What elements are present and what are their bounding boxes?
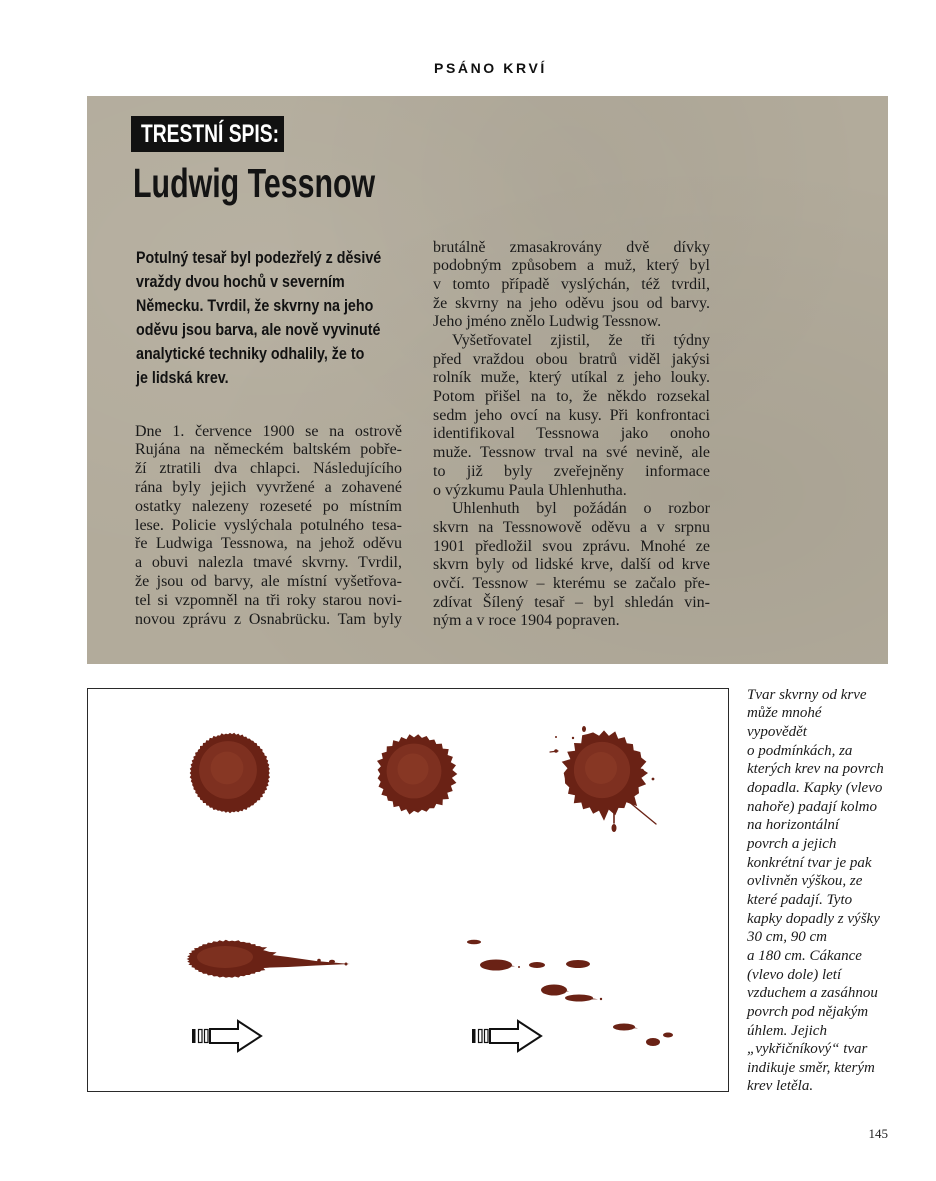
body-right-line-9: Potom přišel na to, že někdo rozsekal (433, 388, 710, 406)
body-right-line-18: skvrn byly od lidské krve, další od krve (433, 556, 710, 574)
direction-arrow-left (192, 1021, 261, 1051)
body-left-line-1: Dne 1. července 1900 se na ostrově (135, 422, 402, 440)
caption-line-1: Tvar skvrny od krve (747, 686, 867, 703)
satellite-droplet (612, 824, 617, 832)
lead-line-2: vraždy dvou hochů v severním (136, 272, 345, 291)
caption-line-10: konkrétní tvar je pak (747, 854, 872, 871)
satellite-droplet (582, 726, 586, 732)
arrow-bar-outline (205, 1030, 209, 1043)
spatter-droplet (541, 985, 567, 996)
arrow-head-outline (210, 1021, 261, 1051)
caption-line-5: kterých krev na povrch (747, 761, 884, 778)
caption-line-11: ovlivněn výškou, ze (747, 873, 863, 890)
body-right-line-19: ovčí. Tessnow – kterému se začalo pře- (433, 574, 710, 592)
caption-line-20: „vykřičníkový“ tvar (747, 1041, 868, 1058)
caption-line-17: vzduchem a zasáhnou (747, 985, 878, 1002)
arrow-bar-solid (192, 1029, 196, 1043)
body-right-line-5: Jeho jméno znělo Ludwig Tessnow. (433, 313, 662, 331)
spatter-droplet (518, 966, 520, 968)
arrow-bar-outline (485, 1030, 489, 1043)
body-right-line-20: zdívat Šílený tesař – byl shledán vin- (433, 593, 710, 611)
caption-line-2: může mnohé (747, 705, 822, 722)
case-file-label (131, 116, 284, 152)
angled-drop-droplet (345, 963, 348, 966)
blood-drop-180cm (550, 726, 656, 832)
body-left-line-9: že jsou od barvy, ale místní vyšetřova- (135, 572, 402, 590)
case-file-label-text: TRESTNÍ SPIS: (141, 120, 279, 148)
spatter-droplet (480, 960, 512, 971)
body-right-line-6: Vyšetřovatel zjistil, že tři týdny (452, 332, 710, 350)
angled-drop-droplet (329, 960, 335, 964)
caption-line-19: úhlem. Jejich (747, 1022, 827, 1039)
caption-line-3: vypovědět (747, 724, 807, 740)
spatter-droplet (646, 1038, 660, 1046)
arrow-bar-outline (479, 1030, 483, 1043)
caption-line-13: kapky dopadly z výšky (747, 910, 880, 927)
body-right-line-1: brutálně zmasakrovány dvě dívky (433, 238, 710, 256)
body-column-left (135, 423, 402, 630)
page-number: 145 (868, 1126, 888, 1141)
caption-line-14: 30 cm, 90 cm (747, 929, 827, 946)
satellite-droplet (572, 737, 574, 739)
droplet-streak (628, 801, 656, 824)
satellite-droplet (555, 736, 557, 738)
satellite-droplet (595, 806, 599, 810)
body-left-line-2: Rujána na německém baltském pobře- (135, 441, 402, 459)
body-right-line-2: podobným způsobem a muž, který byl (433, 257, 710, 275)
caption-line-12: které padají. Tyto (747, 891, 853, 908)
caption-line-6: dopadla. Kapky (vlevo (747, 779, 883, 796)
lead-line-4: oděvu jsou barva, ale nově vyvinuté (136, 320, 381, 339)
lead-line-3: Německu. Tvrdil, že skvrny na jeho (136, 296, 374, 315)
body-right-line-12: muže. Tessnow trval na své nevině, ale (433, 444, 710, 462)
caption-line-9: povrch a jejich (747, 835, 837, 852)
blood-drop-180cm-highlight (585, 752, 617, 784)
case-file-panel (87, 96, 888, 664)
body-left-line-10: tel si vzpomněl na tři roky starou novi- (135, 591, 402, 609)
figure-caption (747, 686, 897, 1096)
caption-line-7: nahoře) padají kolmo (747, 798, 877, 815)
spatter-droplet (600, 998, 602, 1000)
spatter-droplet (529, 962, 545, 968)
blood-drop-30cm (190, 733, 270, 813)
caption-line-21: indikuje směr, kterým (747, 1059, 875, 1076)
arrow-head-outline (490, 1021, 541, 1051)
bloodstain-figure (87, 688, 729, 1092)
body-left-line-11: novou zprávu z Osnabrücku. Tam byly (135, 610, 402, 628)
body-right-line-7: před vraždou obou bratrů viděl jakýsi (433, 350, 710, 368)
body-right-line-8: rolník muže, který utíkal z jeho louky. (433, 369, 710, 387)
body-left-line-7: ře Ludwiga Tessnowa, na jehož oděvu (135, 535, 402, 553)
body-right-line-17: 1901 předložil svou zprávu. Mnohé ze (433, 537, 710, 555)
lead-paragraph (136, 246, 381, 390)
body-column-right (433, 239, 710, 631)
caption-line-15: a 180 cm. Cákance (747, 947, 862, 964)
arrow-bar-outline (199, 1030, 203, 1043)
lead-line-6: je lidská krev. (136, 368, 229, 387)
blood-drop-90cm-highlight (398, 754, 429, 785)
blood-drop-90cm (377, 734, 457, 814)
angled-blood-drop (187, 940, 350, 978)
body-left-line-3: ží ztratili dva chlapci. Následujícího (135, 460, 402, 478)
direction-arrow-right (472, 1021, 541, 1051)
blood-drop-30cm-highlight (211, 752, 244, 785)
body-left-line-5: ostatky nalezeny rozeseté po místním (135, 497, 402, 515)
body-left-line-4: rána byly jejich vyvržené a zohavené (135, 478, 402, 496)
body-right-line-13: to již byly zveřejněny informace (433, 462, 710, 480)
spatter-droplet (613, 1024, 635, 1031)
caption-line-8: na horizontální (747, 817, 840, 834)
spatter-droplet (467, 940, 481, 945)
angled-drop-shading (197, 946, 253, 968)
running-title: PSÁNO KRVÍ (434, 60, 547, 76)
caption-line-4: o podmínkách, za (747, 742, 853, 759)
lead-line-5: analytické techniky odhalily, že to (136, 344, 365, 363)
body-right-line-10: sedm jeho ovcí na kusy. Při konfrontaci (433, 406, 710, 424)
body-right-line-11: identifikoval Tessnowa jako onoho (433, 425, 710, 443)
satellite-droplet (652, 778, 655, 781)
lead-line-1: Potulný tesař byl podezřelý z děsivé (136, 248, 382, 267)
spatter-droplet (565, 995, 593, 1002)
body-right-line-15: Uhlenhuth byl požádán o rozbor (452, 500, 710, 518)
caption-line-22: krev letěla. (747, 1078, 814, 1095)
body-left-line-6: lese. Policie vyslýchala potulného tesa- (135, 516, 402, 534)
body-left-line-8: a obuvi nalezla tmavé skvrny. Tvrdil, (135, 554, 402, 572)
body-right-line-3: v tomto případě vyslýchán, též tvrdil, (433, 275, 710, 293)
body-right-line-4: že skvrny na jeho oděvu jsou od barvy. (433, 294, 710, 312)
satellite-droplet (640, 769, 644, 773)
blood-spatter-illustration (88, 689, 728, 1091)
angled-drop-droplet (317, 959, 321, 963)
spatter-droplet (663, 1033, 673, 1038)
caption-line-18: povrch pod nějakým (747, 1003, 869, 1020)
body-right-line-16: skvrn na Tessnowově oděvu a v srpnu (433, 518, 710, 536)
case-file-title: Ludwig Tessnow (133, 160, 376, 206)
arrow-bar-solid (472, 1029, 476, 1043)
body-right-line-21: ným a v roce 1904 popraven. (433, 612, 620, 630)
body-right-line-14: o výzkumu Paula Uhlenhutha. (433, 481, 627, 499)
caption-line-16: (vlevo dole) letí (747, 966, 842, 983)
spatter-droplet (566, 960, 590, 968)
